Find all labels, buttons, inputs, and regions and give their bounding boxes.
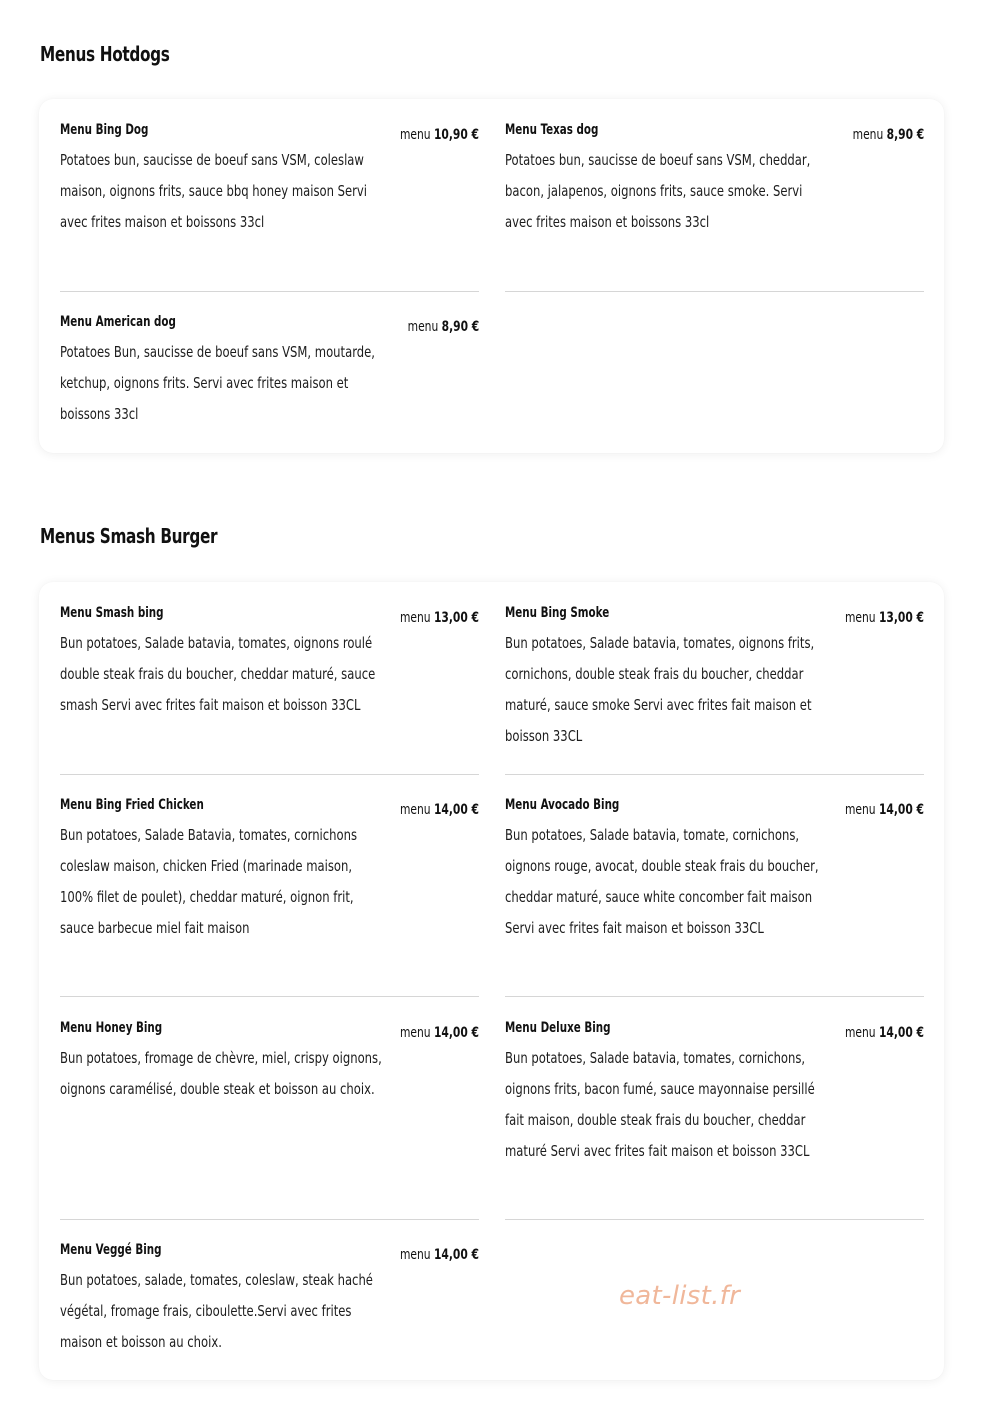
price-label: menu	[399, 1247, 431, 1263]
menu-item[interactable]	[60, 314, 479, 424]
watermark-text: eat-list.fr	[619, 1281, 741, 1311]
section-title-smash-burger: Menus Smash Burger	[40, 524, 218, 548]
divider	[505, 996, 924, 997]
item-name: Menu Smash bing	[60, 605, 164, 621]
item-name: Menu Honey Bing	[60, 1020, 163, 1036]
menu-item[interactable]	[60, 1242, 479, 1362]
divider	[505, 774, 924, 775]
menu-item[interactable]	[60, 605, 479, 755]
item-description: Bun potatoes, Salade batavia, tomates, oignons frits, cornichons, double steak frais du boucher, cheddar maturé, sauce smoke Servi avec frites fait maison et boisson 33CL	[505, 634, 815, 745]
price-label: menu	[407, 319, 439, 335]
item-price	[400, 1247, 479, 1263]
item-description: Potatoes bun, saucisse de boeuf sans VSM, coleslaw maison, oignons frits, sauce bbq honey maison Servi avec frites maison et boissons 33cl	[60, 151, 368, 231]
price-value: 13,00 €	[878, 610, 924, 626]
divider	[505, 1219, 924, 1220]
section-title-hotdogs: Menus Hotdogs	[40, 42, 170, 66]
divider	[60, 291, 479, 292]
price-value: 14,00 €	[878, 802, 924, 818]
item-price	[400, 1025, 479, 1041]
item-description: Bun potatoes, Salade batavia, tomate, cornichons, oignons rouge, avocat, double steak frais du boucher, cheddar maturé, sauce white concomber fait maison Servi avec frites fait maison et boisson 33CL	[505, 826, 819, 937]
item-name: Menu Deluxe Bing	[505, 1020, 611, 1036]
item-name: Menu Veggé Bing	[60, 1242, 162, 1258]
price-label: menu	[399, 610, 431, 626]
price-label: menu	[399, 127, 431, 143]
menu-card-smash-burger	[39, 582, 944, 1380]
item-price	[845, 802, 924, 818]
price-label: menu	[852, 127, 884, 143]
menu-item[interactable]	[505, 122, 924, 262]
price-value: 14,00 €	[433, 1025, 479, 1041]
item-description: Bun potatoes, Salade Batavia, tomates, cornichons coleslaw maison, chicken Fried (marinade maison, 100% filet de poulet), cheddar maturé, oignon frit, sauce barbecue miel fait maison	[60, 826, 358, 937]
menu-item[interactable]	[60, 797, 479, 987]
menu-item[interactable]	[505, 605, 924, 755]
price-value: 14,00 €	[878, 1025, 924, 1041]
item-name: Menu Bing Smoke	[505, 605, 610, 621]
menu-item[interactable]	[505, 797, 924, 987]
divider	[505, 291, 924, 292]
item-name: Menu Bing Dog	[60, 122, 149, 138]
price-label: menu	[844, 1025, 876, 1041]
item-name: Menu Bing Fried Chicken	[60, 797, 204, 813]
item-description: Potatoes bun, saucisse de boeuf sans VSM, cheddar, bacon, jalapenos, oignons frits, sauce smoke. Servi avec frites maison et boissons 33cl	[505, 151, 811, 231]
item-name: Menu Avocado Bing	[505, 797, 620, 813]
item-price	[852, 127, 924, 143]
price-value: 13,00 €	[433, 610, 479, 626]
divider	[60, 996, 479, 997]
menu-card-hotdogs	[39, 99, 944, 453]
price-value: 14,00 €	[433, 1247, 479, 1263]
menu-item[interactable]	[505, 1020, 924, 1210]
menu-item[interactable]	[60, 1020, 479, 1210]
price-label: menu	[844, 802, 876, 818]
item-description: Bun potatoes, Salade batavia, tomates, cornichons, oignons frits, bacon fumé, sauce mayonnaise persillé fait maison, double steak frais du boucher, cheddar maturé Servi avec frites fait maison et boisson 33CL	[505, 1049, 815, 1160]
item-price	[407, 319, 479, 335]
item-description: Bun potatoes, Salade batavia, tomates, oignons roulé double steak frais du boucher, cheddar maturé, sauce smash Servi avec frites fait maison et boisson 33CL	[60, 634, 376, 714]
price-label: menu	[399, 1025, 431, 1041]
item-price	[400, 127, 479, 143]
item-name: Menu American dog	[60, 314, 176, 330]
menu-item[interactable]	[60, 122, 479, 262]
item-price	[400, 610, 479, 626]
price-value: 8,90 €	[441, 319, 479, 335]
item-price	[845, 1025, 924, 1041]
item-price	[845, 610, 924, 626]
item-name: Menu Texas dog	[505, 122, 599, 138]
item-description: Potatoes Bun, saucisse de boeuf sans VSM, moutarde, ketchup, oignons frits. Servi avec frites maison et boissons 33cl	[60, 343, 375, 423]
item-price	[400, 802, 479, 818]
divider	[60, 774, 479, 775]
item-description: Bun potatoes, salade, tomates, coleslaw, steak haché végétal, fromage frais, ciboulette.Servi avec frites maison et boisson au choix.	[60, 1271, 373, 1351]
price-label: menu	[844, 610, 876, 626]
price-value: 8,90 €	[886, 127, 924, 143]
divider	[60, 1219, 479, 1220]
price-value: 14,00 €	[433, 802, 479, 818]
price-label: menu	[399, 802, 431, 818]
price-value: 10,90 €	[433, 127, 479, 143]
item-description: Bun potatoes, fromage de chèvre, miel, crispy oignons, oignons caramélisé, double steak et boisson au choix.	[60, 1049, 382, 1098]
